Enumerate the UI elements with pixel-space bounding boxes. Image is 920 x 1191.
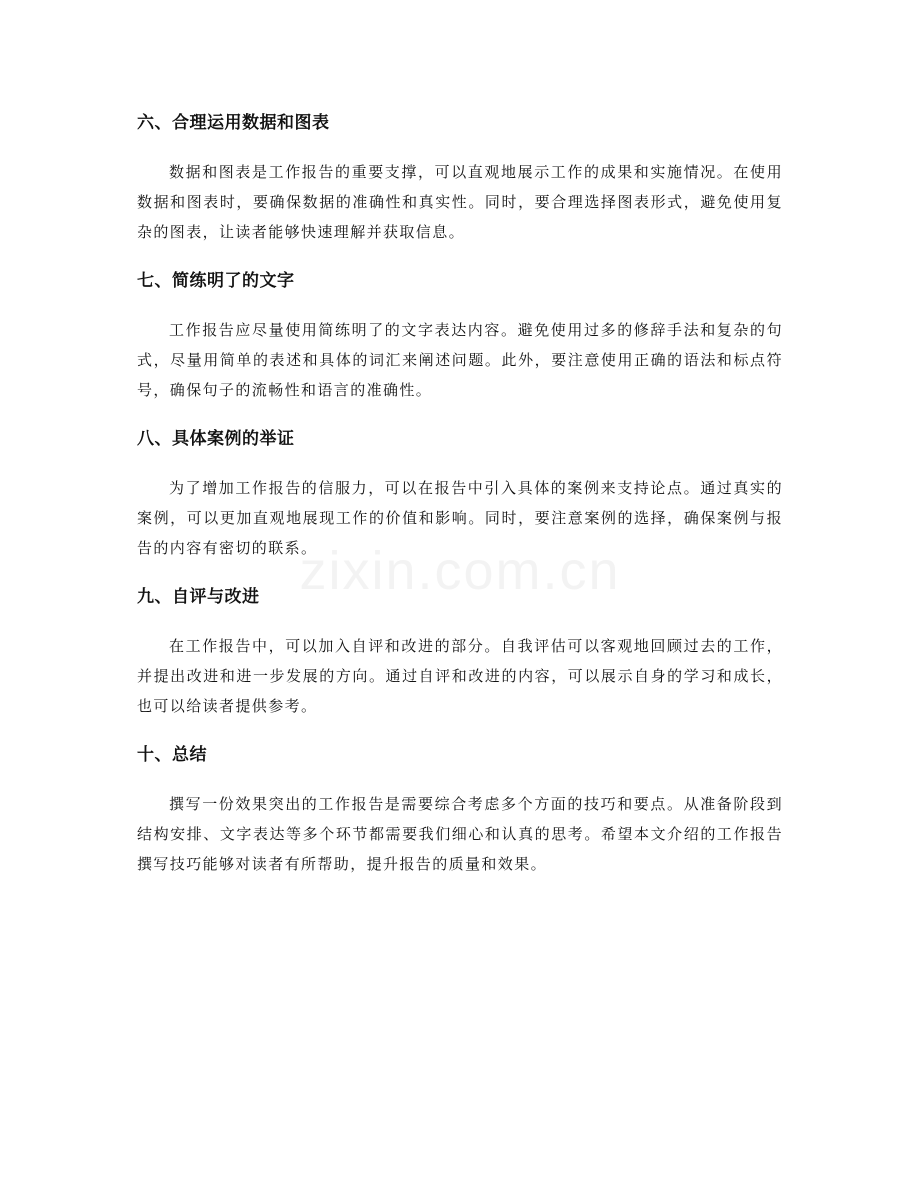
section-10: [137, 735, 783, 879]
document-body: [137, 103, 783, 893]
watermark-text: zixin.com.cn: [299, 541, 621, 601]
section-7: [137, 261, 783, 405]
section-heading: 十、总结: [137, 745, 207, 765]
section-9: [137, 577, 783, 721]
section-paragraph: 数据和图表是工作报告的重要支撑，可以直观地展示工作的成果和实施情况。在使用数据和图表时，要确保数据的准确性和真实性。同时，要合理选择图表形式，避免使用复杂的图表，让读者能够快速理解并获取信息。: [137, 163, 783, 241]
section-paragraph: 工作报告应尽量使用简练明了的文字表达内容。避免使用过多的修辞手法和复杂的句式，尽量用简单的表述和具体的词汇来阐述问题。此外，要注意使用正确的语法和标点符号，确保句子的流畅性和语言的准确性。: [137, 321, 783, 399]
section-paragraph: 为了增加工作报告的信服力，可以在报告中引入具体的案例来支持论点。通过真实的案例，可以更加直观地展现工作的价值和影响。同时，要注意案例的选择，确保案例与报告的内容有密切的联系。: [137, 479, 783, 557]
section-heading: 八、具体案例的举证: [137, 429, 295, 449]
section-8: [137, 419, 783, 563]
section-heading: 七、简练明了的文字: [137, 271, 295, 291]
section-paragraph: 撰写一份效果突出的工作报告是需要综合考虑多个方面的技巧和要点。从准备阶段到结构安排、文字表达等多个环节都需要我们细心和认真的思考。希望本文介绍的工作报告撰写技巧能够对读者有所帮助，提升报告的质量和效果。: [137, 795, 783, 873]
section-heading: 九、自评与改进: [137, 587, 260, 607]
section-paragraph: 在工作报告中，可以加入自评和改进的部分。自我评估可以客观地回顾过去的工作，并提出改进和进一步发展的方向。通过自评和改进的内容，可以展示自身的学习和成长，也可以给读者提供参考。: [137, 637, 783, 715]
section-heading: 六、合理运用数据和图表: [137, 113, 330, 133]
section-6: [137, 103, 783, 247]
